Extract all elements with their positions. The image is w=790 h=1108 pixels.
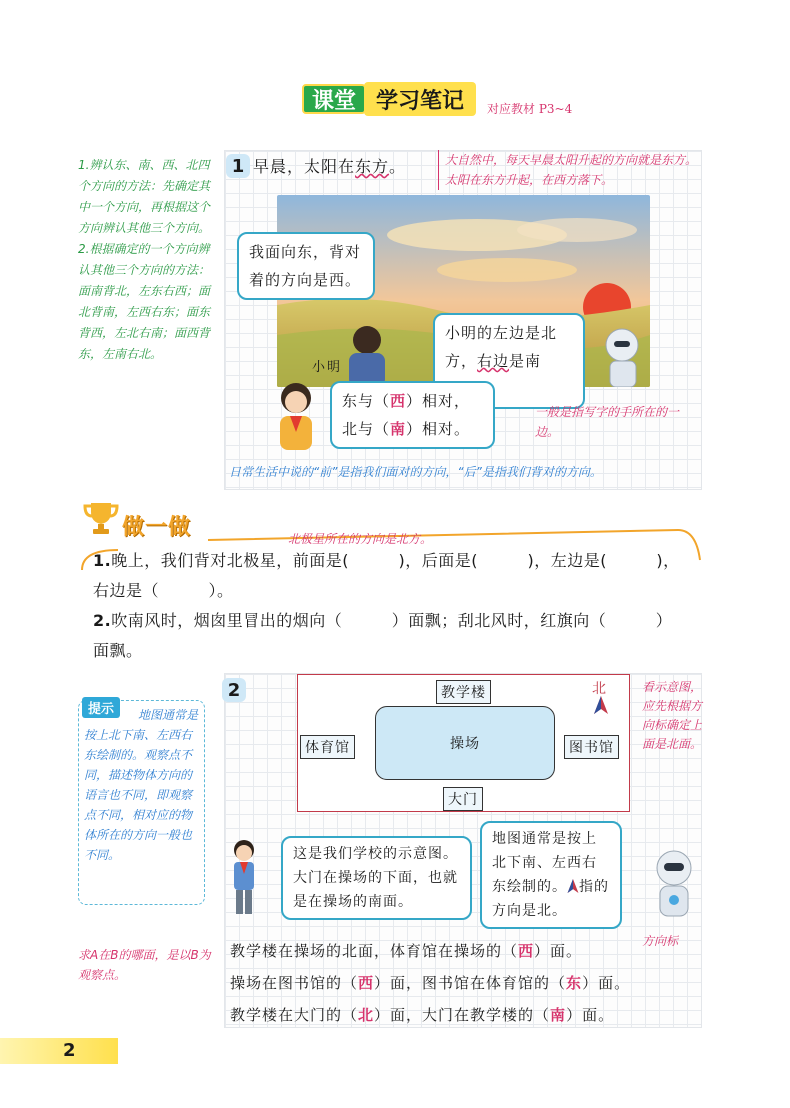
answer-2-post: ）面。 bbox=[582, 974, 631, 992]
map-gymnasium: 体育馆 bbox=[300, 735, 355, 759]
page-number-bar bbox=[0, 1038, 118, 1064]
observation-point-note: 求A在B的哪面，是以B为观察点。 bbox=[78, 948, 211, 982]
answer-line-3 bbox=[230, 1002, 614, 1028]
header-subtitle: 对应教材 P3~4 bbox=[487, 102, 573, 116]
answer-1-value: 西 bbox=[518, 942, 535, 960]
girl-q2-answer: 南 bbox=[390, 420, 407, 438]
girl-q1-a: 东与（ bbox=[342, 392, 391, 410]
answer-line-1 bbox=[230, 938, 582, 964]
boy-illustration bbox=[226, 838, 266, 918]
robot-illustration bbox=[650, 848, 698, 918]
girl-q2-b: ）相对。 bbox=[406, 420, 471, 438]
answer-2-mid: ）面，图书馆在体育馆的（ bbox=[374, 974, 567, 992]
answer-3-value-2: 南 bbox=[550, 1006, 567, 1024]
girl-speech-bubble bbox=[330, 381, 495, 449]
question-2-line-2: 面飘。 bbox=[93, 641, 143, 660]
green-method-notes: 1.辨认东、南、西、北四个方向的方法：先确定其中一个方向，再根据这个方向辨认其他三个方向。2.根据确定的一个方向辨认其他三个方向的方法：面南背北，左东右西；面北背南，左西右东；面东背西，左北右南；面西背东，左南右北。 bbox=[78, 158, 211, 361]
map-rule-text-b: 指的方向是北。 bbox=[492, 879, 609, 919]
question-1-line-1 bbox=[93, 546, 680, 576]
section1-text-east: 东方 bbox=[355, 157, 390, 176]
girl-q1-answer: 西 bbox=[390, 392, 407, 410]
north-arrow-icon bbox=[594, 696, 608, 714]
section1-text-a: 早晨，太阳在 bbox=[253, 157, 356, 176]
robot-bubble-text-c: 是南 bbox=[509, 352, 542, 370]
school-map-speech-bubble: 这是我们学校的示意图。大门在操场的下面，也就是在操场的南面。 bbox=[281, 836, 472, 920]
map-gate: 大门 bbox=[443, 787, 483, 811]
answer-line-2 bbox=[230, 970, 630, 996]
girl-q1-b: ）相对， bbox=[406, 392, 471, 410]
section2-number: 2 bbox=[222, 678, 246, 702]
answer-1-pre: 教学楼在操场的北面，体育馆在操场的（ bbox=[230, 942, 519, 960]
section1-sentence bbox=[253, 154, 406, 177]
question-2-text: 吹南风时，烟囱里冒出的烟向（ ）面飘；刮北风时，红旗向（ ） bbox=[111, 611, 673, 630]
answer-3-post: ）面。 bbox=[566, 1006, 615, 1024]
girl-illustration bbox=[270, 380, 322, 460]
right-hand-note: 一般是指写字的手所在的一边。 bbox=[535, 405, 680, 439]
north-star-note: 北极星所在的方向是北方。 bbox=[288, 532, 433, 546]
map-reading-note: 看示意图，应先根据方向标确定上面是北面。 bbox=[642, 680, 703, 751]
answer-1-post: ）面。 bbox=[534, 942, 583, 960]
answer-3-value-1: 北 bbox=[358, 1006, 375, 1024]
map-playground: 操场 bbox=[375, 706, 555, 780]
direction-marker-note: 方向标 bbox=[642, 934, 679, 948]
header-title-b: 学习笔记 bbox=[364, 82, 476, 116]
north-arrow-inline-icon bbox=[567, 879, 579, 893]
sunrise-note: 大自然中，每天早晨太阳升起的方向就是东方。太阳在东方升起，在西方落下。 bbox=[438, 150, 700, 190]
answer-2-pre: 操场在图书馆的（ bbox=[230, 974, 359, 992]
question-2-line-1 bbox=[93, 606, 672, 636]
map-rule-text-a: 地图通常是按上北下南、左西右东绘制的。 bbox=[492, 831, 597, 895]
answer-3-pre: 教学楼在大门的（ bbox=[230, 1006, 359, 1024]
xiaoming-label: 小明 bbox=[312, 360, 343, 375]
answer-2-value-2: 东 bbox=[566, 974, 583, 992]
question-1-line-2: 右边是（ ）。 bbox=[93, 581, 234, 600]
map-rule-speech-bubble bbox=[480, 821, 622, 929]
front-back-note: 日常生活中说的“前”是指我们面对的方向，“后”是指我们背对的方向。 bbox=[229, 465, 602, 479]
header-title-a: 课堂 bbox=[302, 84, 366, 114]
xiaoming-speech-bubble: 我面向东，背对着的方向是西。 bbox=[237, 232, 375, 300]
map-library: 图书馆 bbox=[564, 735, 619, 759]
question-2-number: 2. bbox=[93, 611, 112, 630]
tip-tag: 提示 bbox=[82, 697, 120, 718]
map-teaching-building: 教学楼 bbox=[436, 680, 491, 704]
section1-number: 1 bbox=[226, 154, 250, 178]
robot-bubble-right: 右边 bbox=[477, 352, 510, 370]
question-1-text: 晚上，我们背对北极星，前面是( )，后面是( )，左边是( )， bbox=[111, 551, 680, 570]
answer-2-value-1: 西 bbox=[358, 974, 375, 992]
robot-bubble-text-a: 小明的左边是北方， bbox=[445, 324, 558, 370]
do-a-do-title: 做一做 bbox=[122, 515, 192, 540]
map-north-label: 北 bbox=[592, 681, 606, 697]
section1-text-c: 。 bbox=[389, 157, 407, 176]
girl-q2-a: 北与（ bbox=[342, 420, 391, 438]
question-1-number: 1. bbox=[93, 551, 112, 570]
page-number: 2 bbox=[63, 1040, 76, 1061]
answer-3-mid: ）面，大门在教学楼的（ bbox=[374, 1006, 551, 1024]
tip-text: 地图通常是按上北下南、左西右东绘制的。观察点不同，描述物体方向的语言也不同，即观察点不同，相对应的物体所在的方向一般也不同。 bbox=[84, 708, 199, 862]
